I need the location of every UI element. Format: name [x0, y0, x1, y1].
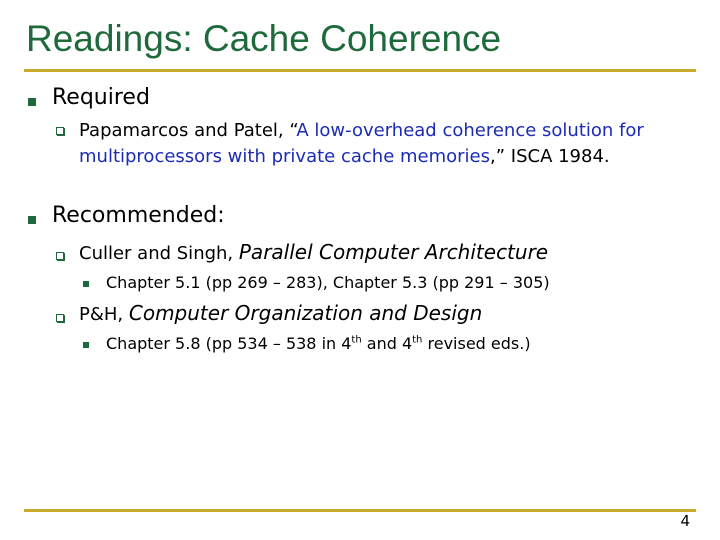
reference-title-part1: A low-overhead coherence solution for [296, 120, 644, 141]
footer-divider [24, 509, 696, 512]
hollow-square-bullet-icon [56, 252, 64, 260]
required-heading: Required [52, 85, 150, 110]
hollow-square-bullet-icon [56, 127, 64, 135]
recommended-item-culler-chapters: Chapter 5.1 (pp 269 – 283), Chapter 5.3 (pp 291 – 305) [106, 273, 550, 292]
book-title: Parallel Computer Architecture [238, 240, 549, 264]
square-bullet-icon [28, 98, 36, 106]
chapter-text-mid: and 4 [361, 334, 413, 353]
required-reference-line2 [79, 146, 610, 167]
square-bullet-icon [83, 281, 89, 287]
required-reference-line1 [79, 120, 644, 141]
recommended-item-ph-chapters [106, 334, 531, 353]
ordinal-suffix: th [351, 334, 362, 346]
title-divider [24, 69, 696, 72]
recommended-item-culler [79, 240, 548, 264]
slide-title: Readings: Cache Coherence [26, 18, 502, 59]
recommended-item-ph [79, 301, 482, 325]
book-title: Computer Organization and Design [128, 301, 483, 325]
page-number: 4 [680, 512, 690, 530]
reference-venue: ,” ISCA 1984. [490, 146, 610, 167]
ordinal-suffix: th [412, 334, 423, 346]
recommended-heading: Recommended: [52, 203, 225, 228]
reference-authors: Culler and Singh, [79, 243, 239, 264]
reference-authors: Papamarcos and Patel, “ [79, 120, 297, 141]
reference-authors: P&H, [79, 304, 129, 325]
reference-title-part2: multiprocessors with private cache memories [79, 146, 490, 167]
chapter-text-suffix: revised eds.) [422, 334, 531, 353]
square-bullet-icon [28, 216, 36, 224]
hollow-square-bullet-icon [56, 314, 64, 322]
square-bullet-icon [83, 342, 89, 348]
chapter-text-prefix: Chapter 5.8 (pp 534 – 538 in 4 [106, 334, 352, 353]
